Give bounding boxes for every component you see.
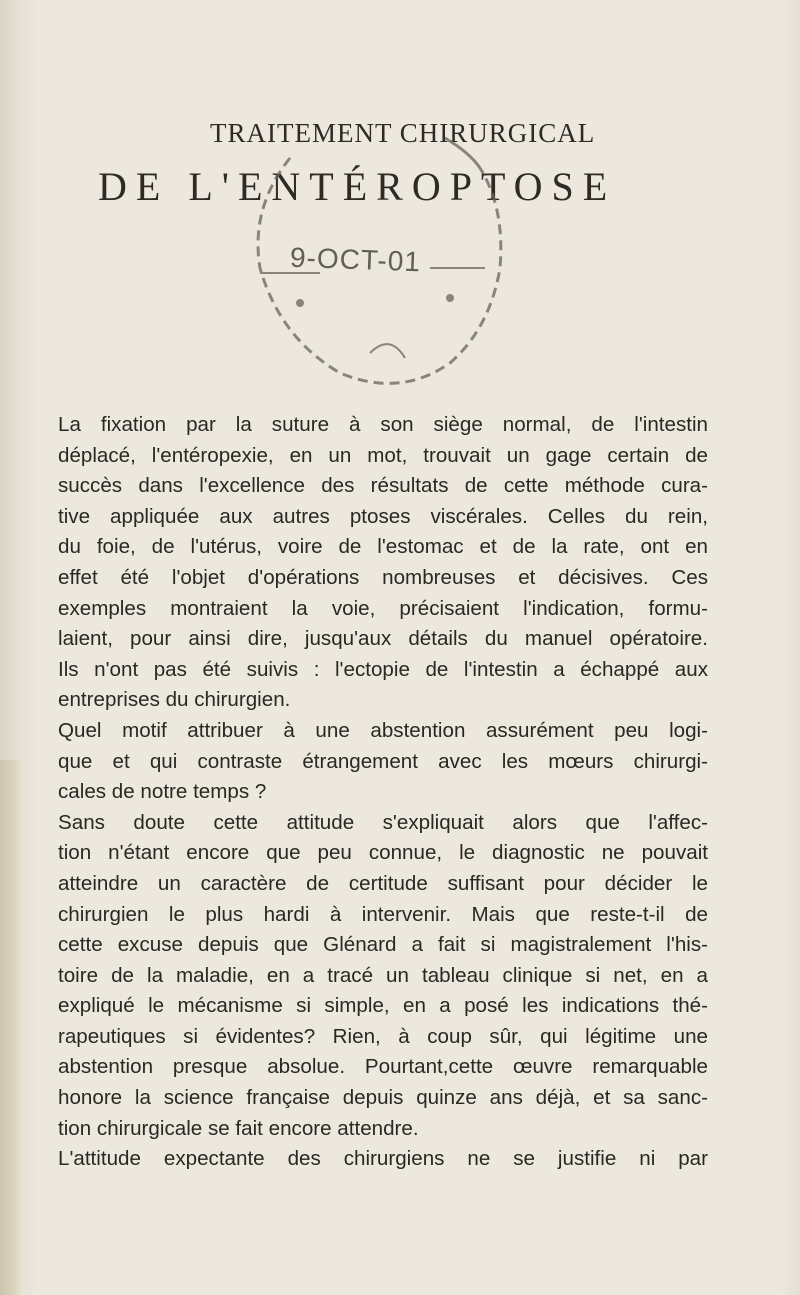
page-edge-stain bbox=[0, 760, 22, 1295]
text-line: du foie, de l'utérus, voire de l'estomac et de la rate, ont en bbox=[58, 535, 708, 559]
text-line: exemples montraient la voie, précisaient l'indication, formu- bbox=[58, 596, 708, 620]
text-line: Sans doute cette attitude s'expliquait alors que l'affec- bbox=[58, 810, 708, 834]
text-line: tion chirurgicale se fait encore attendre. bbox=[58, 1116, 419, 1140]
text-line: entreprises du chirurgien. bbox=[58, 688, 291, 712]
text-line: Quel motif attribuer à une abstention assurément peu logi- bbox=[58, 718, 708, 742]
text-line: rapeutiques si évidentes? Rien, à coup sûr, qui légitime une bbox=[58, 1024, 708, 1048]
text-line: La fixation par la suture à son siège normal, de l'intestin bbox=[58, 413, 708, 436]
text-line: déplacé, l'entéropexie, en un mot, trouvait un gage certain de bbox=[58, 443, 708, 467]
paragraph-3 bbox=[58, 808, 708, 1145]
stamp-date: 9-OCT-01 bbox=[289, 241, 422, 278]
text-line: Ils n'ont pas été suivis : l'ectopie de l'intestin a échappé aux bbox=[58, 657, 708, 681]
text-line: cales de notre temps ? bbox=[58, 780, 267, 804]
text-line: L'attitude expectante des chirurgiens ne se justifie ni par bbox=[58, 1147, 708, 1171]
paragraph-4 bbox=[58, 1144, 708, 1175]
title-line-1: TRAITEMENT CHIRURGICAL bbox=[210, 118, 596, 148]
text-line: laient, pour ainsi dire, jusqu'aux détails du manuel opératoire. bbox=[58, 627, 708, 651]
text-line: succès dans l'excellence des résultats de cette méthode cura- bbox=[58, 474, 708, 498]
text-line: cette excuse depuis que Glénard a fait si magistralement l'his- bbox=[58, 933, 708, 957]
text-line: tive appliquée aux autres ptoses viscérales. Celles du rein, bbox=[58, 504, 708, 528]
text-line: abstention presque absolue. Pourtant,cette œuvre remarquable bbox=[58, 1055, 708, 1079]
text-line: effet été l'objet d'opérations nombreuses et décisives. Ces bbox=[58, 565, 708, 589]
text-line: chirurgien le plus hardi à intervenir. Mais que reste-t-il de bbox=[58, 902, 708, 926]
text-line: atteindre un caractère de certitude suffisant pour décider le bbox=[58, 871, 708, 895]
text-line: honore la science française depuis quinze ans déjà, et sa sanc- bbox=[58, 1086, 708, 1110]
body-text bbox=[58, 410, 708, 1175]
paragraph-2 bbox=[58, 716, 708, 808]
paragraph-1 bbox=[58, 410, 708, 716]
text-line: tion n'étant encore que peu connue, le diagnostic ne pouvait bbox=[58, 841, 708, 865]
text-line: que et qui contraste étrangement avec les mœurs chirurgi- bbox=[58, 749, 708, 773]
text-line: expliqué le mécanisme si simple, en a posé les indications thé- bbox=[58, 994, 708, 1018]
text-line: toire de la maladie, en a tracé un tableau clinique si net, en a bbox=[58, 963, 708, 987]
title-line-2: DE L'ENTÉROPTOSE bbox=[98, 164, 617, 209]
